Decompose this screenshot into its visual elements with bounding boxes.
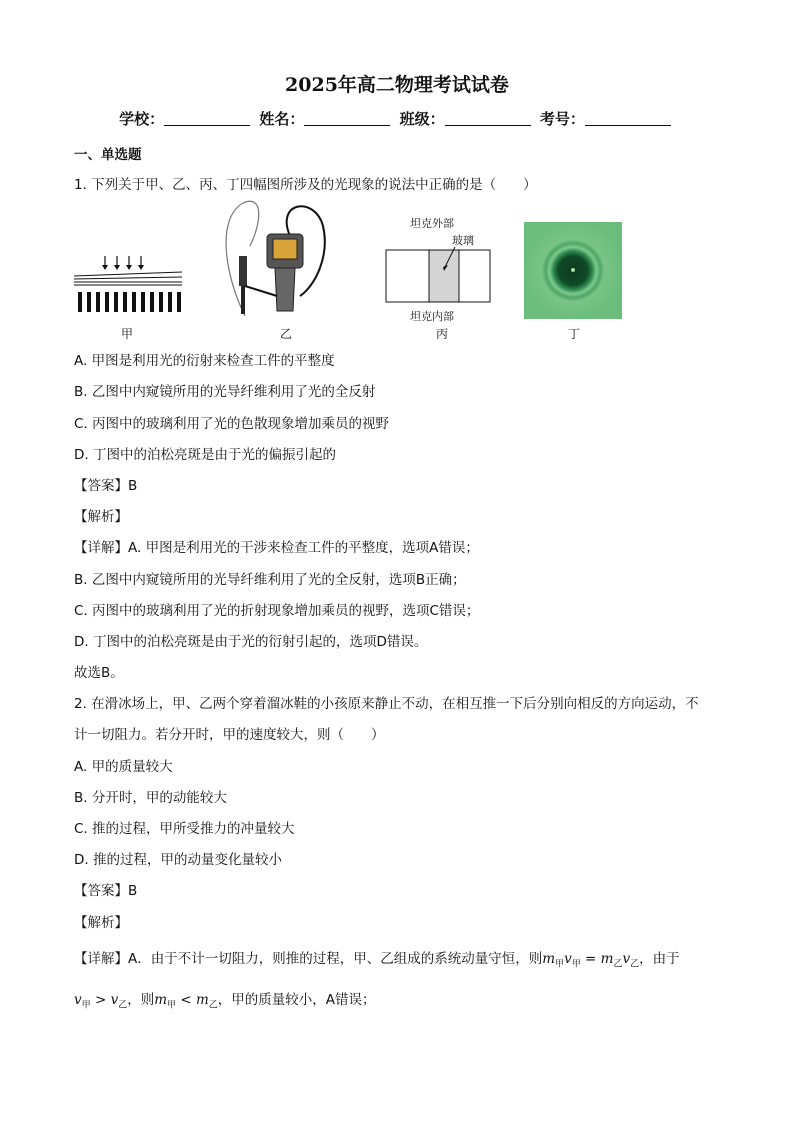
question-2-stem-line2: 计一切阻力。若分开时，甲的速度较大，则（ ） — [74, 727, 385, 743]
figure-bing-tank — [385, 245, 491, 305]
q1-detail-b: B. 乙图中内窥镜所用的光导纤维利用了光的全反射，选项B正确； — [74, 572, 466, 588]
figure-jia — [72, 250, 190, 315]
q1-detail-c: C. 丙图中的玻璃利用了光的折射现象增加乘员的视野，选项C错误； — [74, 603, 480, 619]
q1-option-a: A. 甲图是利用光的衍射来检查工件的平整度 — [74, 353, 335, 369]
q2-analysis-label: 【解析】 — [74, 915, 128, 931]
figure-jia-caption: 甲 — [121, 327, 134, 341]
q1-option-c: C. 丙图中的玻璃利用了光的色散现象增加乘员的视野 — [74, 416, 390, 432]
q2-detail-text-4: ，甲的质量较小，A错误； — [217, 992, 376, 1008]
q2-detail-text-1: 【详解】A．由于不计一切阻力，则推的过程，甲、乙组成的系统动量守恒，则 — [74, 951, 543, 967]
name-label: 姓名： — [259, 110, 305, 128]
figure-yi-endoscope — [205, 196, 330, 321]
question-1-stem: 1. 下列关于甲、乙、丙、丁四幅图所涉及的光现象的说法中正确的是（ ） — [74, 177, 537, 193]
q2-detail-line2 — [74, 988, 376, 1011]
q2-option-d: D. 推的过程，甲的动量变化量较小 — [74, 852, 282, 868]
q2-detail-text-3: ，则 — [127, 992, 155, 1008]
q2-option-c: C. 推的过程，甲所受推力的冲量较大 — [74, 821, 295, 837]
school-blank — [164, 125, 250, 126]
q2-answer: 【答案】B — [74, 883, 138, 899]
page-title: 2025年高二物理考试试卷 — [285, 74, 509, 96]
q1-analysis-label: 【解析】 — [74, 509, 128, 525]
q1-answer: 【答案】B — [74, 478, 138, 494]
tank-inner-label: 坦克内部 — [410, 310, 454, 323]
id-label: 考号： — [539, 110, 585, 128]
mass-inequality: $m_甲 < m_乙$ — [154, 992, 218, 1011]
section-heading: 一、单选题 — [74, 147, 142, 163]
tank-outer-label: 坦克外部 — [410, 217, 454, 230]
school-label: 学校： — [119, 110, 165, 128]
figure-ding-poisson-spot — [524, 222, 622, 319]
q2-option-a: A. 甲的质量较大 — [74, 759, 173, 775]
figure-yi-caption: 乙 — [280, 327, 293, 341]
class-blank — [445, 125, 531, 126]
q1-detail-d: D. 丁图中的泊松亮斑是由于光的衍射引起的，选项D错误。 — [74, 634, 428, 650]
q1-detail-a: 【详解】A. 甲图是利用光的干涉来检查工件的平整度，选项A错误； — [74, 540, 479, 556]
q2-option-b: B. 分开时，甲的动能较大 — [74, 790, 227, 806]
class-label: 班级： — [399, 110, 445, 128]
q1-option-d: D. 丁图中的泊松亮斑是由于光的偏振引起的 — [74, 447, 336, 463]
q1-conclusion: 故选B。 — [74, 665, 124, 681]
figure-bing-caption: 丙 — [436, 327, 449, 341]
q2-detail-line1 — [74, 947, 680, 970]
id-blank — [585, 125, 671, 126]
momentum-equation: $m_甲v_甲 = m_乙v_乙$ — [542, 951, 640, 970]
velocity-inequality: $v_甲 > v_乙$ — [74, 992, 128, 1011]
question-2-stem-line1: 2. 在滑冰场上，甲、乙两个穿着溜冰鞋的小孩原来静止不动，在相互推一下后分别向相反的方向运动，不 — [74, 696, 699, 712]
q2-detail-text-2: ，由于 — [639, 951, 680, 967]
figure-ding-caption: 丁 — [568, 327, 581, 341]
q1-option-b: B. 乙图中内窥镜所用的光导纤维利用了光的全反射 — [74, 384, 376, 400]
student-info-row — [0, 108, 794, 129]
name-blank — [304, 125, 390, 126]
glass-label: 玻璃 — [452, 234, 474, 247]
